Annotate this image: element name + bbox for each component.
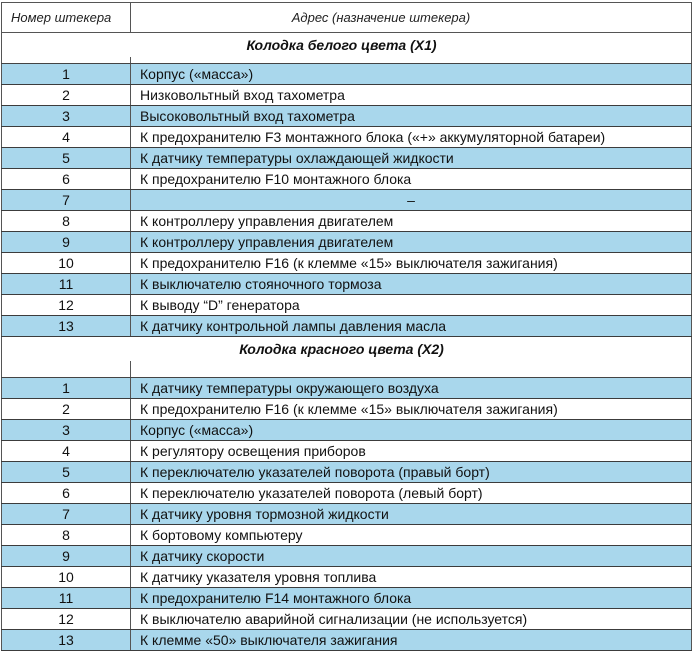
table-row xyxy=(2,190,692,211)
pin-number-cell: 7 xyxy=(2,504,131,525)
pin-address-cell: К датчику указателя уровня топлива xyxy=(131,567,692,588)
pin-number-cell: 10 xyxy=(2,567,131,588)
table-row xyxy=(2,274,692,295)
pin-address-cell: К переключателю указателей поворота (правый борт) xyxy=(131,462,692,483)
pin-number-cell: 5 xyxy=(2,462,131,483)
table-row xyxy=(2,127,692,148)
table-row xyxy=(2,106,692,127)
pin-number-cell: 7 xyxy=(2,190,131,211)
pin-address-cell: К предохранителю F16 (к клемме «15» выключателя зажигания) xyxy=(131,399,692,420)
pin-number-cell: 13 xyxy=(2,316,131,337)
pin-address-cell: К контроллеру управления двигателем xyxy=(131,211,692,232)
pin-address-cell: К предохранителю F10 монтажного блока xyxy=(131,169,692,190)
table-row xyxy=(2,148,692,169)
table-row xyxy=(2,462,692,483)
pin-number-cell: 6 xyxy=(2,483,131,504)
pin-number-cell: 3 xyxy=(2,420,131,441)
pin-number-cell: 11 xyxy=(2,588,131,609)
table-row xyxy=(2,378,692,399)
pin-address-cell: К предохранителю F16 (к клемме «15» выключателя зажигания) xyxy=(131,253,692,274)
pin-number-cell: 2 xyxy=(2,399,131,420)
pin-address-cell: К датчику температуры охлаждающей жидкости xyxy=(131,148,692,169)
pin-number-cell: 3 xyxy=(2,106,131,127)
table-row xyxy=(2,588,692,609)
pin-address-cell: К выключателю аварийной сигнализации (не используется) xyxy=(131,609,692,630)
pin-number-cell: 1 xyxy=(2,64,131,85)
pin-number-cell: 6 xyxy=(2,169,131,190)
pin-address-cell: К датчику температуры окружающего воздуха xyxy=(131,378,692,399)
pin-address-cell: К предохранителю F14 монтажного блока xyxy=(131,588,692,609)
pin-address-cell: К выводу “D” генератора xyxy=(131,295,692,316)
pin-number-cell: 9 xyxy=(2,546,131,567)
table-row xyxy=(2,609,692,630)
group-spacer xyxy=(2,361,692,378)
column-header-number: Номер штекера xyxy=(2,3,131,33)
table-row xyxy=(2,85,692,106)
pin-address-cell: Высоковольтный вход тахометра xyxy=(131,106,692,127)
table-header-row xyxy=(2,3,692,33)
pin-number-cell: 9 xyxy=(2,232,131,253)
group-title-row-x1 xyxy=(2,33,692,58)
table-row xyxy=(2,169,692,190)
table-row xyxy=(2,420,692,441)
table-row xyxy=(2,525,692,546)
table-row xyxy=(2,546,692,567)
pin-number-cell: 4 xyxy=(2,127,131,148)
table-row xyxy=(2,64,692,85)
pin-address-cell: К датчику скорости xyxy=(131,546,692,567)
pin-number-cell: 13 xyxy=(2,630,131,651)
group-title-x1: Колодка белого цвета (Х1) xyxy=(246,37,437,53)
pin-address-cell: Корпус («масса») xyxy=(131,420,692,441)
table-row xyxy=(2,211,692,232)
pin-address-cell: К бортовому компьютеру xyxy=(131,525,692,546)
pin-address-cell: К регулятору освещения приборов xyxy=(131,441,692,462)
pin-address-cell: К переключателю указателей поворота (левый борт) xyxy=(131,483,692,504)
pin-number-cell: 5 xyxy=(2,148,131,169)
group-title-row-x2 xyxy=(2,337,692,362)
table-row xyxy=(2,295,692,316)
pin-address-cell: – xyxy=(131,190,692,211)
pin-number-cell: 8 xyxy=(2,211,131,232)
pin-number-cell: 4 xyxy=(2,441,131,462)
connector-pinout-table-container xyxy=(1,2,691,652)
pin-address-cell: Низковольтный вход тахометра xyxy=(131,85,692,106)
pin-number-cell: 11 xyxy=(2,274,131,295)
pin-number-cell: 10 xyxy=(2,253,131,274)
table-row xyxy=(2,399,692,420)
pin-number-cell: 12 xyxy=(2,295,131,316)
table-row xyxy=(2,253,692,274)
group-title-x2: Колодка красного цвета (Х2) xyxy=(239,341,444,357)
pin-address-cell: К контроллеру управления двигателем xyxy=(131,232,692,253)
pin-address-cell: К датчику уровня тормозной жидкости xyxy=(131,504,692,525)
table-row xyxy=(2,232,692,253)
table-row xyxy=(2,567,692,588)
column-header-address: Адрес (назначение штекера) xyxy=(131,3,692,33)
pin-address-cell: К клемме «50» выключателя зажигания xyxy=(131,630,692,651)
pin-number-cell: 2 xyxy=(2,85,131,106)
table-row xyxy=(2,483,692,504)
pin-number-cell: 12 xyxy=(2,609,131,630)
pin-number-cell: 1 xyxy=(2,378,131,399)
table-body xyxy=(2,33,692,651)
pin-address-cell: К датчику контрольной лампы давления масла xyxy=(131,316,692,337)
pin-address-cell: К выключателю стояночного тормоза xyxy=(131,274,692,295)
pin-address-cell: Корпус («масса») xyxy=(131,64,692,85)
table-row xyxy=(2,630,692,651)
table-row xyxy=(2,441,692,462)
pin-number-cell: 8 xyxy=(2,525,131,546)
table-row xyxy=(2,504,692,525)
connector-pinout-table xyxy=(1,2,692,651)
pin-address-cell: К предохранителю F3 монтажного блока («+» аккумуляторной батареи) xyxy=(131,127,692,148)
table-row xyxy=(2,316,692,337)
